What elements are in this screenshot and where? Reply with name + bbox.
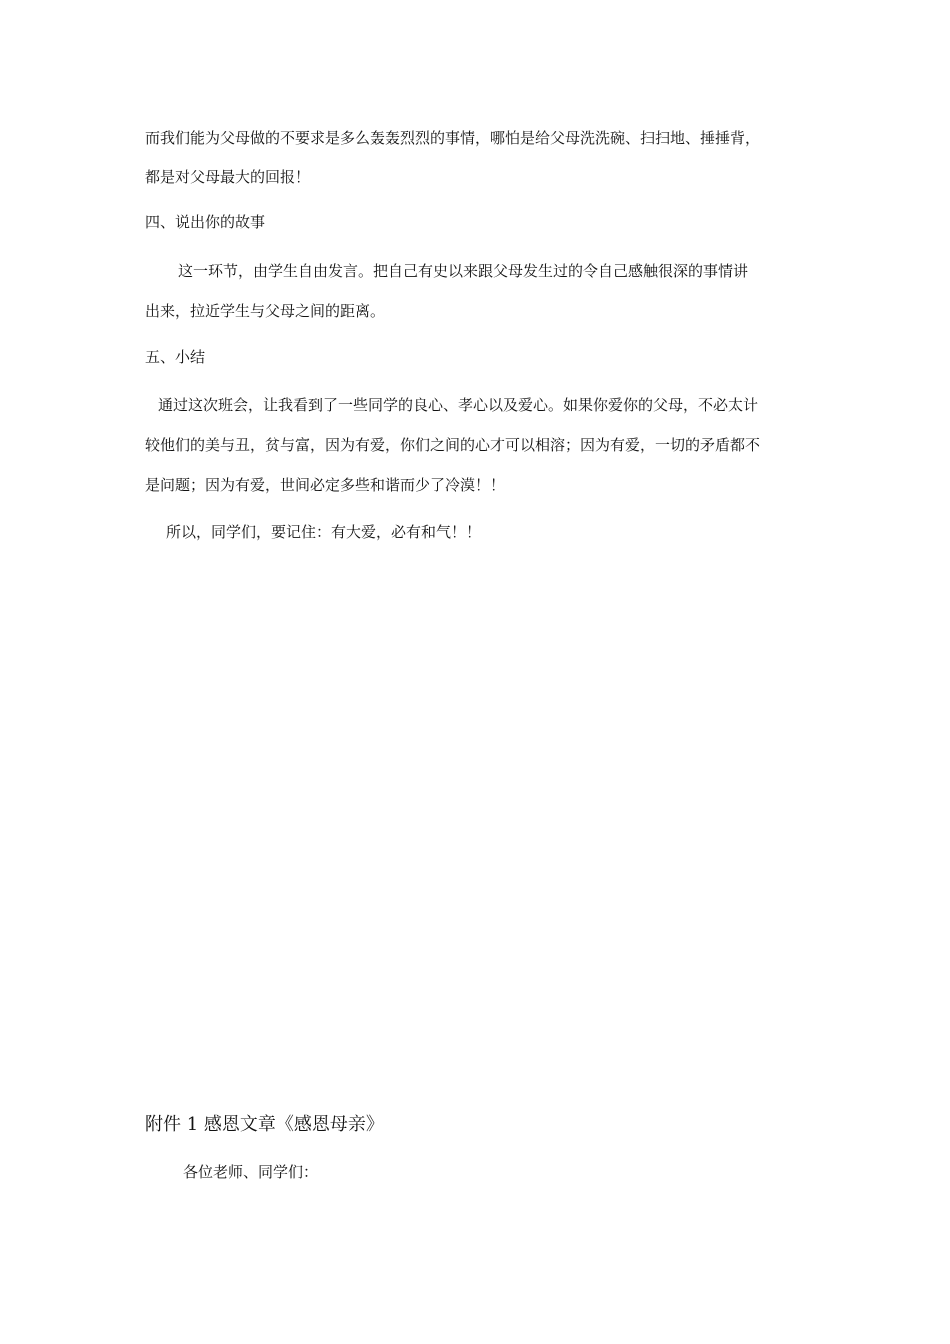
body-text-line: 而我们能为父母做的不要求是多么轰轰烈烈的事情，哪怕是给父母洗洗碗、扫扫地、捶捶背， <box>145 129 761 147</box>
body-text-line: 是问题；因为有爱，世间必定多些和谐而少了冷漠！！ <box>145 476 506 494</box>
body-text-line: 较他们的美与丑，贫与富，因为有爱，你们之间的心才可以相溶；因为有爱，一切的矛盾都不 <box>145 436 761 454</box>
body-text-line: 出来，拉近学生与父母之间的距离。 <box>145 302 386 320</box>
appendix-title: 附件 1 感恩文章《感恩母亲》 <box>145 1114 384 1135</box>
section-heading-summary: 五、小结 <box>145 348 206 366</box>
section-heading-story: 四、说出你的故事 <box>145 213 266 231</box>
body-text-line: 这一环节，由学生自由发言。把自己有史以来跟父母发生过的令自己感触很深的事情讲 <box>178 262 749 280</box>
closing-line: 所以，同学们，要记住：有大爱，必有和气！！ <box>166 523 482 541</box>
appendix-greeting: 各位老师、同学们： <box>183 1163 319 1181</box>
body-text-line: 通过这次班会，让我看到了一些同学的良心、孝心以及爱心。如果你爱你的父母，不必太计 <box>158 396 759 414</box>
body-text-line: 都是对父母最大的回报！ <box>145 168 311 186</box>
